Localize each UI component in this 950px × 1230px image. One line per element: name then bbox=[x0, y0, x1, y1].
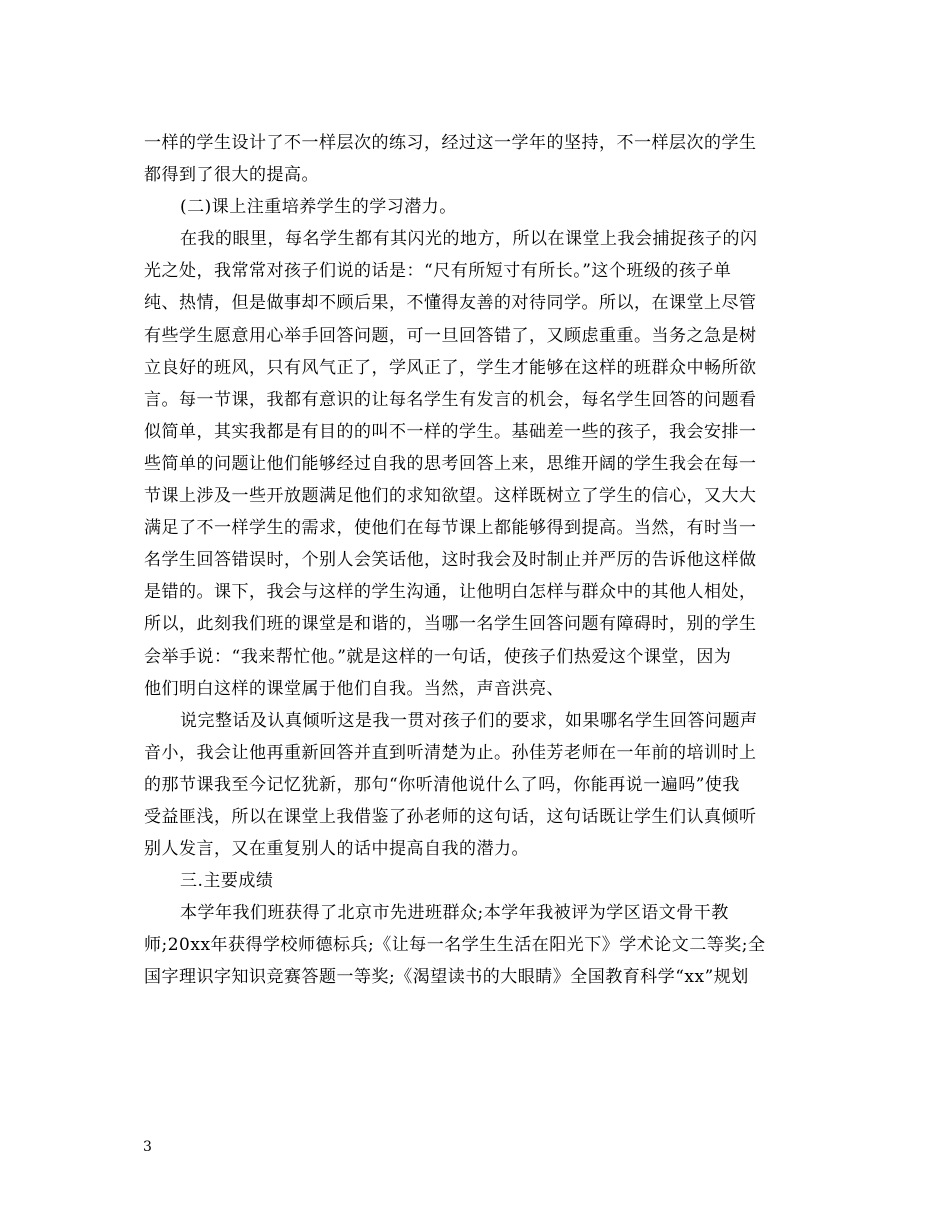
text-line: 纯、热情，但是做事却不顾后果，不懂得友善的对待同学。所以，在课堂上尽管 bbox=[144, 293, 757, 314]
text-line: 都得到了很大的提高。 bbox=[144, 165, 319, 186]
text-line: 立良好的班风，只有风气正了，学风正了，学生才能够在这样的班群众中畅所欲 bbox=[144, 357, 757, 378]
text-line: 的那节课我至今记忆犹新，那句“你听清他说什么了吗，你能再说一遍吗”使我 bbox=[144, 774, 740, 795]
body-text bbox=[144, 127, 834, 994]
text-line: 三.主要成绩 bbox=[180, 871, 274, 892]
text-line: 在我的眼里，每名学生都有其闪光的地方，所以在课堂上我会捕捉孩子的闪 bbox=[180, 229, 758, 250]
text-line: 本学年我们班获得了北京市先进班群众;本学年我被评为学区语文骨干教 bbox=[180, 903, 729, 924]
text-line: 有些学生愿意用心举手回答问题，可一旦回答错了，又顾虑重重。当务之急是树 bbox=[144, 325, 757, 346]
text-line: 说完整话及认真倾听这是我一贯对孩子们的要求，如果哪名学生回答问题声 bbox=[180, 710, 758, 731]
text-line: 是错的。课下，我会与这样的学生沟通，让他明白怎样与群众中的其他人相处， bbox=[144, 582, 757, 603]
text-line: 师;20xx年获得学校师德标兵;《让每一名学生生活在阳光下》学术论文二等奖;全 bbox=[144, 935, 766, 956]
text-line: 言。每一节课，我都有意识的让每名学生有发言的机会，每名学生回答的问题看 bbox=[144, 389, 757, 410]
text-line: 些简单的问题让他们能够经过自我的思考回答上来，思维开阔的学生我会在每一 bbox=[144, 453, 757, 474]
text-line: (二)课上注重培养学生的学习潜力。 bbox=[180, 197, 457, 218]
text-line: 他们明白这样的课堂属于他们自我。当然，声音洪亮、 bbox=[144, 678, 564, 699]
text-line: 似简单，其实我都是有目的的叫不一样的学生。基础差一些的孩子，我会安排一 bbox=[144, 421, 757, 442]
text-line: 节课上涉及一些开放题满足他们的求知欲望。这样既树立了学生的信心，又大大 bbox=[144, 486, 757, 507]
text-line: 会举手说：“我来帮忙他。”就是这样的一句话，使孩子们热爱这个课堂，因为 bbox=[144, 646, 732, 667]
page-number: 3 bbox=[143, 1139, 152, 1155]
text-line: 音小，我会让他再重新回答并直到听清楚为止。孙佳芳老师在一年前的培训时上 bbox=[144, 742, 757, 763]
text-line: 国字理识字知识竞赛答题一等奖;《渴望读书的大眼睛》全国教育科学“xx”规划 bbox=[144, 967, 749, 988]
text-line: 光之处，我常常对孩子们说的话是：“尺有所短寸有所长。”这个班级的孩子单 bbox=[144, 261, 732, 282]
text-line: 受益匪浅，所以在课堂上我借鉴了孙老师的这句话，这句话既让学生们认真倾听 bbox=[144, 806, 757, 827]
text-line: 一样的学生设计了不一样层次的练习，经过这一学年的坚持，不一样层次的学生 bbox=[144, 133, 757, 153]
text-line: 满足了不一样学生的需求，使他们在每节课上都能够得到提高。当然，有时当一 bbox=[144, 518, 757, 539]
text-line: 所以，此刻我们班的课堂是和谐的，当哪一名学生回答问题有障碍时，别的学生 bbox=[144, 614, 757, 635]
text-line: 名学生回答错误时，个别人会笑话他，这时我会及时制止并严厉的告诉他这样做 bbox=[144, 550, 757, 571]
text-line: 别人发言，又在重复别人的话中提高自我的潜力。 bbox=[144, 839, 529, 860]
